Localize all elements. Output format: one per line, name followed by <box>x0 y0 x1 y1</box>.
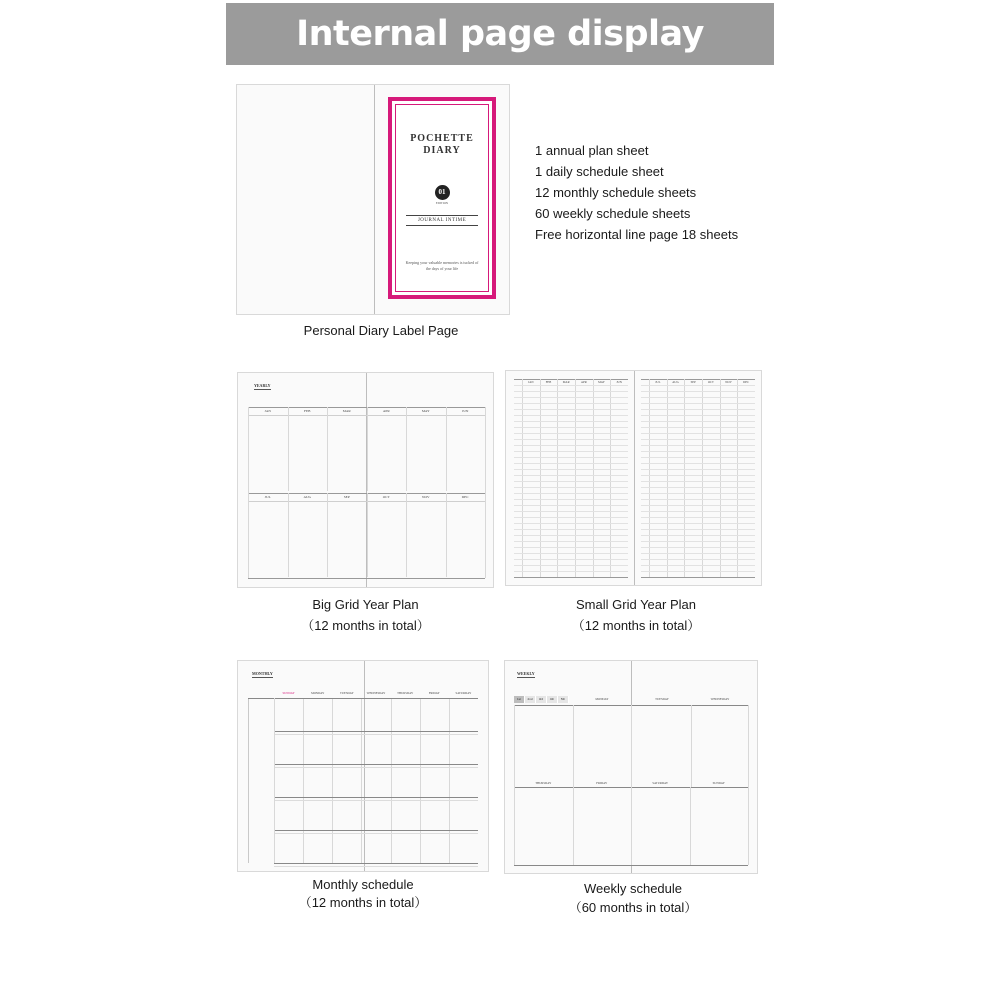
weekly-tag: WEEKLY <box>517 671 535 676</box>
grid-line <box>361 698 362 863</box>
grid-line <box>641 433 755 434</box>
grid-line <box>641 481 755 482</box>
month-label: NOV <box>421 495 430 499</box>
grid-line <box>691 705 692 787</box>
grid-line <box>514 865 748 866</box>
grid-line <box>641 535 755 536</box>
grid-line <box>514 415 628 416</box>
grid-line <box>514 705 515 787</box>
grid-line <box>514 787 515 865</box>
grid-line <box>641 487 755 488</box>
grid-line <box>514 445 628 446</box>
grid-line <box>573 705 574 787</box>
grid-line <box>514 511 628 512</box>
grid-line <box>641 445 755 446</box>
month-label: APR <box>382 409 390 413</box>
grid-line <box>641 427 755 428</box>
grid-line <box>514 535 628 536</box>
month-label: APR <box>580 380 587 384</box>
grid-line <box>641 493 755 494</box>
grid-line <box>514 385 628 386</box>
grid-line <box>514 571 628 572</box>
grid-line <box>641 409 755 410</box>
grid-line <box>274 830 478 831</box>
month-label: MAY <box>421 409 430 413</box>
month-label: OCT <box>382 495 390 499</box>
grid-line <box>327 493 328 577</box>
month-label: JUL <box>264 495 271 499</box>
weekly-spread <box>504 660 758 874</box>
grid-line <box>641 385 755 386</box>
grid-line <box>641 499 755 500</box>
grid-line <box>641 421 755 422</box>
day-label: WEDNESDAY <box>710 697 730 701</box>
month-label: NOV <box>725 380 732 384</box>
grid-line <box>446 493 447 577</box>
grid-line <box>514 403 628 404</box>
grid-line <box>641 577 755 578</box>
small-grid-spread <box>505 370 762 586</box>
monthly-tag: MONTHLY <box>252 671 273 676</box>
grid-line <box>332 698 333 863</box>
cover-quote: Keeping your valuable memories is tucked of the days of your life <box>405 260 479 271</box>
grid-line <box>641 403 755 404</box>
grid-line <box>641 511 755 512</box>
yearly-tag: YEARLY <box>254 383 271 388</box>
day-label: SUNDAY <box>712 781 725 785</box>
grid-line <box>514 409 628 410</box>
label-page-caption: Personal Diary Label Page <box>303 323 459 338</box>
day-label: TUESDAY <box>339 691 354 695</box>
monthly-spread <box>237 660 489 872</box>
month-label: SEP <box>343 495 350 499</box>
day-label: SUNDAY <box>282 691 295 695</box>
month-label: JAN <box>264 409 271 413</box>
day-label: THURSDAY <box>535 781 552 785</box>
grid-line <box>248 407 249 578</box>
weekly-caption: Weekly schedule （60 months in total） <box>568 881 698 915</box>
week-tab: 3rd <box>536 696 547 703</box>
grid-line <box>274 863 478 864</box>
grid-line <box>641 397 755 398</box>
grid-line <box>641 439 755 440</box>
month-label: SEP <box>690 380 696 384</box>
day-label: FRIDAY <box>596 781 608 785</box>
month-label: DEC <box>743 380 750 384</box>
grid-line <box>573 787 574 865</box>
grid-line <box>514 397 628 398</box>
month-label: JUL <box>655 380 661 384</box>
grid-line <box>274 698 275 863</box>
day-label: SATURDAY <box>652 781 669 785</box>
grid-line <box>514 499 628 500</box>
grid-line <box>514 475 628 476</box>
cover-number: 01 <box>435 185 450 200</box>
month-label: MAR <box>562 380 570 384</box>
grid-line <box>641 469 755 470</box>
day-label: MONDAY <box>595 697 609 701</box>
grid-line <box>514 547 628 548</box>
grid-line <box>641 457 755 458</box>
grid-line <box>631 787 632 865</box>
grid-line <box>248 578 485 579</box>
big-grid-caption: Big Grid Year Plan （12 months in total） <box>301 597 430 633</box>
list-item: 1 annual plan sheet <box>535 143 649 158</box>
grid-line <box>514 439 628 440</box>
grid-line <box>367 493 368 577</box>
page-title: Internal page display <box>296 14 704 54</box>
grid-line <box>514 517 628 518</box>
cover-journal: JOURNAL INTIME <box>406 215 478 226</box>
grid-line <box>514 541 628 542</box>
grid-line <box>420 698 421 863</box>
grid-line <box>514 457 628 458</box>
month-label: JUN <box>462 409 469 413</box>
grid-line <box>641 415 755 416</box>
grid-line <box>288 407 289 491</box>
week-tab: 5th <box>558 696 569 703</box>
grid-line <box>367 407 368 491</box>
grid-line <box>641 517 755 518</box>
month-label: DEC <box>461 495 469 499</box>
list-item: 60 weekly schedule sheets <box>535 206 691 221</box>
month-label: FEB <box>304 409 311 413</box>
grid-line <box>514 463 628 464</box>
day-label: THURSDAY <box>397 691 414 695</box>
grid-line <box>514 451 628 452</box>
week-tab: 4th <box>547 696 558 703</box>
cover-title: POCHETTE DIARY <box>410 133 474 156</box>
grid-line <box>514 565 628 566</box>
grid-line <box>406 493 407 577</box>
day-label: TUESDAY <box>655 697 669 701</box>
big-grid-spread <box>237 372 494 588</box>
month-label: AUG <box>672 380 679 384</box>
grid-line <box>514 427 628 428</box>
grid-line <box>514 559 628 560</box>
day-label: WEDNESDAY <box>366 691 386 695</box>
grid-line <box>748 705 749 787</box>
grid-line <box>274 764 478 765</box>
spine-line <box>634 371 635 585</box>
grid-line <box>327 407 328 491</box>
day-label: FRIDAY <box>428 691 440 695</box>
week-tab: 2nd <box>525 696 536 703</box>
grid-line <box>514 529 628 530</box>
grid-line <box>274 797 478 798</box>
diary-cover <box>388 97 496 299</box>
grid-line <box>303 698 304 863</box>
grid-line <box>514 391 628 392</box>
day-label: SATURDAY <box>455 691 472 695</box>
grid-line <box>514 577 628 578</box>
grid-line <box>248 699 249 863</box>
grid-line <box>641 451 755 452</box>
grid-line <box>248 698 478 699</box>
grid-line <box>514 487 628 488</box>
grid-line <box>641 463 755 464</box>
grid-line <box>514 553 628 554</box>
grid-line <box>274 767 478 768</box>
grid-line <box>274 866 478 867</box>
grid-line <box>641 541 755 542</box>
grid-line <box>514 433 628 434</box>
grid-line <box>748 787 749 865</box>
grid-line <box>641 475 755 476</box>
cover-inner-border <box>395 104 489 292</box>
list-item: Free horizontal line page 18 sheets <box>535 227 739 242</box>
grid-line <box>631 705 632 787</box>
week-tab: 1st <box>514 696 525 703</box>
grid-line <box>641 523 755 524</box>
grid-line <box>641 547 755 548</box>
month-label: AUG <box>303 495 312 499</box>
grid-line <box>514 493 628 494</box>
grid-line <box>514 481 628 482</box>
grid-line <box>446 407 447 491</box>
grid-line <box>514 421 628 422</box>
month-label: JUN <box>616 380 622 384</box>
grid-line <box>641 571 755 572</box>
day-label: MONDAY <box>311 691 325 695</box>
grid-line <box>449 698 450 863</box>
grid-line <box>641 565 755 566</box>
list-item: 12 monthly schedule sheets <box>535 185 697 200</box>
small-grid-caption: Small Grid Year Plan （12 months in total） <box>571 597 701 633</box>
contents-list <box>535 140 738 245</box>
grid-line <box>641 559 755 560</box>
grid-line <box>391 698 392 863</box>
grid-line <box>274 833 478 834</box>
month-label: MAY <box>598 380 605 384</box>
month-label: JAN <box>528 380 534 384</box>
list-item: 1 daily schedule sheet <box>535 164 664 179</box>
grid-line <box>406 407 407 491</box>
grid-line <box>641 529 755 530</box>
grid-line <box>514 523 628 524</box>
grid-line <box>485 407 486 578</box>
grid-line <box>641 553 755 554</box>
grid-line <box>514 505 628 506</box>
grid-line <box>288 493 289 577</box>
monthly-caption: Monthly schedule （12 months in total） <box>298 877 428 910</box>
grid-line <box>274 734 478 735</box>
cover-edition: EDITION <box>435 201 449 205</box>
grid-line <box>274 800 478 801</box>
grid-line <box>514 469 628 470</box>
header-banner <box>226 3 774 65</box>
grid-line <box>274 731 478 732</box>
grid-line <box>641 505 755 506</box>
grid-line <box>690 787 691 865</box>
month-label: OCT <box>707 380 714 384</box>
month-label: MAR <box>342 409 351 413</box>
month-label: FEB <box>545 380 552 384</box>
spine-line <box>374 85 375 314</box>
grid-line <box>641 391 755 392</box>
